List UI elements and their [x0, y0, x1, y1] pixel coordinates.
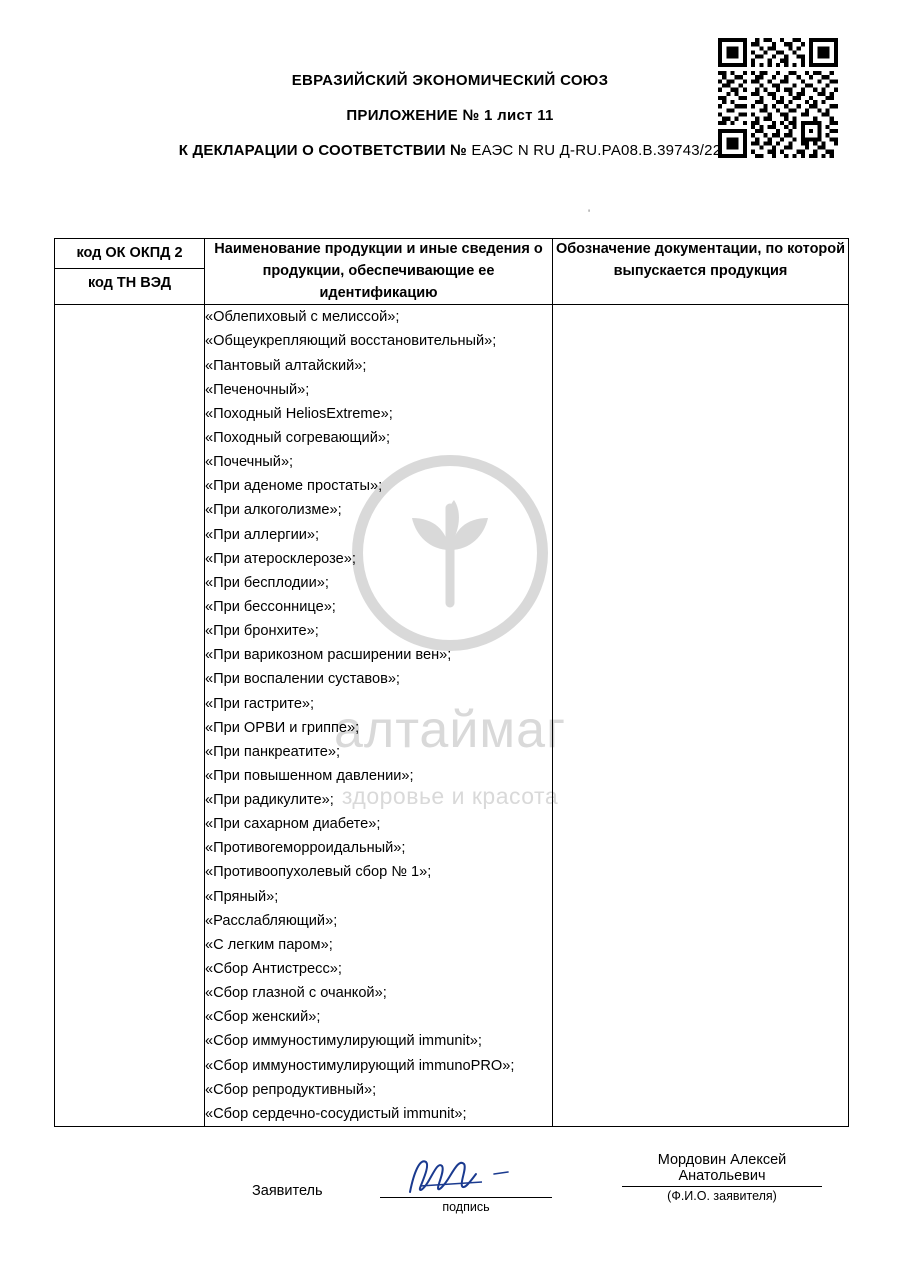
products-table: [54, 238, 849, 1127]
product-list-item: «При ОРВИ и гриппе»;: [205, 719, 360, 736]
product-list-item: «Пряный»;: [205, 888, 279, 905]
product-list-item: «При воспалении суставов»;: [205, 671, 400, 688]
product-list-item: «При повышенном давлении»;: [205, 767, 414, 784]
signature-block: [380, 1150, 552, 1214]
watermark-brand: алтаймаг: [333, 701, 567, 759]
product-list-item: «Расслабляющий»;: [205, 912, 338, 929]
header-cell-product-name: Наименование продукции и иные сведения о продукции, обеспечивающие ее идентификацию: [205, 239, 553, 305]
product-list-item: «Сбор иммуностимулирующий immunit»;: [205, 1033, 482, 1050]
union-title: ЕВРАЗИЙСКИЙ ЭКОНОМИЧЕСКИЙ СОЮЗ: [291, 72, 609, 89]
signature-caption: подпись: [442, 1200, 490, 1214]
applicant-name-block: [617, 1152, 827, 1203]
product-list-item: «Сбор глазной с очанкой»;: [205, 985, 387, 1002]
name-caption: (Ф.И.О. заявителя): [667, 1189, 777, 1203]
watermark-tagline: здоровье и красота: [341, 783, 559, 809]
product-list-item: «Пантовый алтайский»;: [205, 357, 367, 374]
product-list-item: «Общеукрепляющий восстановительный»;: [205, 333, 497, 350]
cell-codes: [55, 305, 205, 1127]
header-code-okpd: код ОК ОКПД 2: [55, 239, 204, 269]
product-list-item: «Сбор репродуктивный»;: [205, 1081, 377, 1098]
table-row: [55, 305, 849, 1127]
product-list-item: «При бесплодии»;: [205, 574, 329, 591]
product-list-item: «При радикулите»;: [205, 792, 334, 809]
scan-artifact: ': [588, 208, 591, 220]
product-list-item: «При гастрите»;: [205, 695, 315, 712]
product-list-item: «При бронхите»;: [205, 623, 319, 640]
signature-area: [0, 1150, 900, 1250]
signature-image: [380, 1150, 552, 1196]
table-header-row: [55, 239, 849, 305]
cell-product-list: [205, 305, 553, 1127]
product-list-item: «Походный HeliosExtreme»;: [205, 405, 393, 422]
product-list-item: «Сбор сердечно-сосудистый immunit»;: [205, 1105, 467, 1122]
appendix-title: ПРИЛОЖЕНИЕ № 1 лист 11: [346, 107, 554, 124]
product-list-item: «При панкреатите»;: [205, 743, 341, 760]
product-list-item: «Облепиховый с мелиссой»;: [205, 309, 400, 326]
product-list-item: «Противогеморроидальный»;: [205, 840, 406, 857]
product-list-item: «Сбор Антистресс»;: [205, 961, 342, 978]
product-list-item: «При алкоголизме»;: [205, 502, 342, 519]
name-underline: [622, 1185, 822, 1187]
declaration-label: К ДЕКЛАРАЦИИ О СООТВЕТСТВИИ №: [178, 142, 467, 159]
applicant-name-line1: Мордовин Алексей: [657, 1152, 787, 1168]
product-list: [205, 305, 552, 1126]
product-list-item: «Сбор женский»;: [205, 1009, 321, 1026]
product-list-item: «При аллергии»;: [205, 526, 320, 543]
product-list-item: «При варикозном расширении вен»;: [205, 647, 452, 664]
declaration-number: ЕАЭС N RU Д-RU.РА08.В.39743/22: [471, 142, 722, 159]
header-code-tnved: код ТН ВЭД: [87, 275, 172, 291]
document-header: [0, 72, 900, 159]
product-list-item: «Сбор иммуностимулирующий immunoPRO»;: [205, 1057, 515, 1074]
product-list-item: «При атеросклерозе»;: [205, 550, 356, 567]
header-cell-codes: [55, 239, 205, 305]
product-list-item: «При сахарном диабете»;: [205, 816, 381, 833]
product-list-item: «Почечный»;: [205, 454, 294, 471]
header-cell-documentation: Обозначение документации, по которой выпускается продукция: [553, 239, 849, 305]
declaration-line: [0, 142, 900, 159]
applicant-name-line2: Анатольевич: [678, 1168, 766, 1184]
product-list-item: «Походный согревающий»;: [205, 429, 391, 446]
product-list-item: «При аденоме простаты»;: [205, 478, 383, 495]
product-list-item: «При бессоннице»;: [205, 598, 336, 615]
product-list-item: «Противоопухолевый сбор № 1»;: [205, 864, 432, 881]
cell-documentation: [553, 305, 849, 1127]
product-list-item: «Печеночный»;: [205, 381, 310, 398]
applicant-label: Заявитель: [252, 1183, 323, 1199]
product-list-item: «С легким паром»;: [205, 936, 333, 953]
